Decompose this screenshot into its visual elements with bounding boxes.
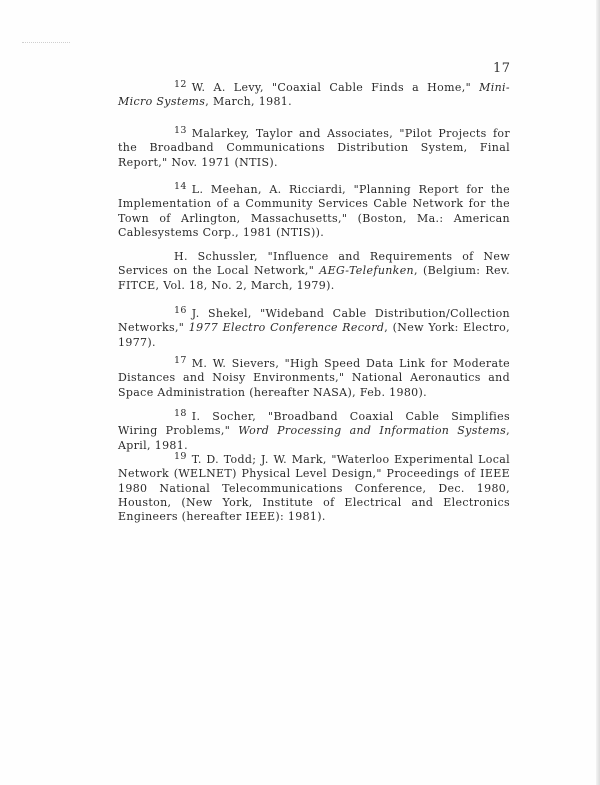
footnote <box>118 354 510 400</box>
footnote-text: Malarkey, Taylor and Associates, "Pilot Projects for the Broadband Communications Distribution System, Final Report," Nov. 1971 (NTIS). <box>118 127 510 169</box>
page-edge-shadow <box>596 0 600 785</box>
footnote-number: 13 <box>174 125 187 136</box>
footnote-number: 12 <box>174 79 187 90</box>
footnote-text: L. Meehan, A. Ricciardi, "Planning Report for the Implementation of a Community Services Cable Network for the Town of Arlington, Massachusetts," (Boston, Ma.: American Cablesystems Corp., 1981 (NTIS)). <box>118 183 510 239</box>
footnote-text-end: , March, 1981. <box>205 95 292 109</box>
footnote <box>118 250 510 293</box>
footnote-text: J. Shekel, "Wideband Cable Distribution/Collection Networks," <box>118 307 510 335</box>
footnote <box>118 450 510 524</box>
footnote-title: AEG-Telefunken <box>319 264 414 278</box>
footnote <box>118 407 510 453</box>
footnote-number: 16 <box>174 305 187 316</box>
footnote-text: T. D. Todd; J. W. Mark, "Waterloo Experimental Local Network (WELNET) Physical Level Design," Proceedings of IEEE 1980 National Telecommunications Conference, Dec. 1980, Houston, (New York, Institute of Electrical and Electronics Engineers (hereafter IEEE): 1981). <box>118 453 510 524</box>
footnote <box>118 124 510 170</box>
footnote-title: 1977 Electro Conference Record <box>188 321 385 335</box>
footnote-number: 19 <box>174 451 187 462</box>
footnote <box>118 78 510 110</box>
footnote-text-end: , April, 1981. <box>118 424 510 452</box>
footnote-text: I. Socher, "Broadband Coaxial Cable Simplifies Wiring Problems," <box>118 410 510 438</box>
footnote <box>118 304 510 350</box>
footnote-text: W. A. Levy, "Coaxial Cable Finds a Home," <box>191 81 480 94</box>
footnote <box>118 180 510 240</box>
footnote-title: Word Processing and Information Systems <box>238 424 507 438</box>
footnote-text-end: , (New York: Electro, 1977). <box>118 321 510 349</box>
footnote-number: 18 <box>174 408 187 419</box>
scan-speck <box>22 42 70 44</box>
footnote-number: 14 <box>174 181 187 192</box>
page-number: 17 <box>493 61 511 76</box>
footnote-number: 17 <box>174 355 187 366</box>
footnote-text: H. Schussler, "Influence and Requirements of New Services on the Local Network," <box>118 250 510 278</box>
footnote-title: Mini-Micro Systems <box>118 81 510 109</box>
footnote-text: M. W. Sievers, "High Speed Data Link for Moderate Distances and Noisy Environments," National Aeronautics and Space Administration (hereafter NASA), Feb. 1980). <box>118 357 510 399</box>
footnote-text-end: , (Belgium: Rev. FITCE, Vol. 18, No. 2, March, 1979). <box>118 264 510 292</box>
